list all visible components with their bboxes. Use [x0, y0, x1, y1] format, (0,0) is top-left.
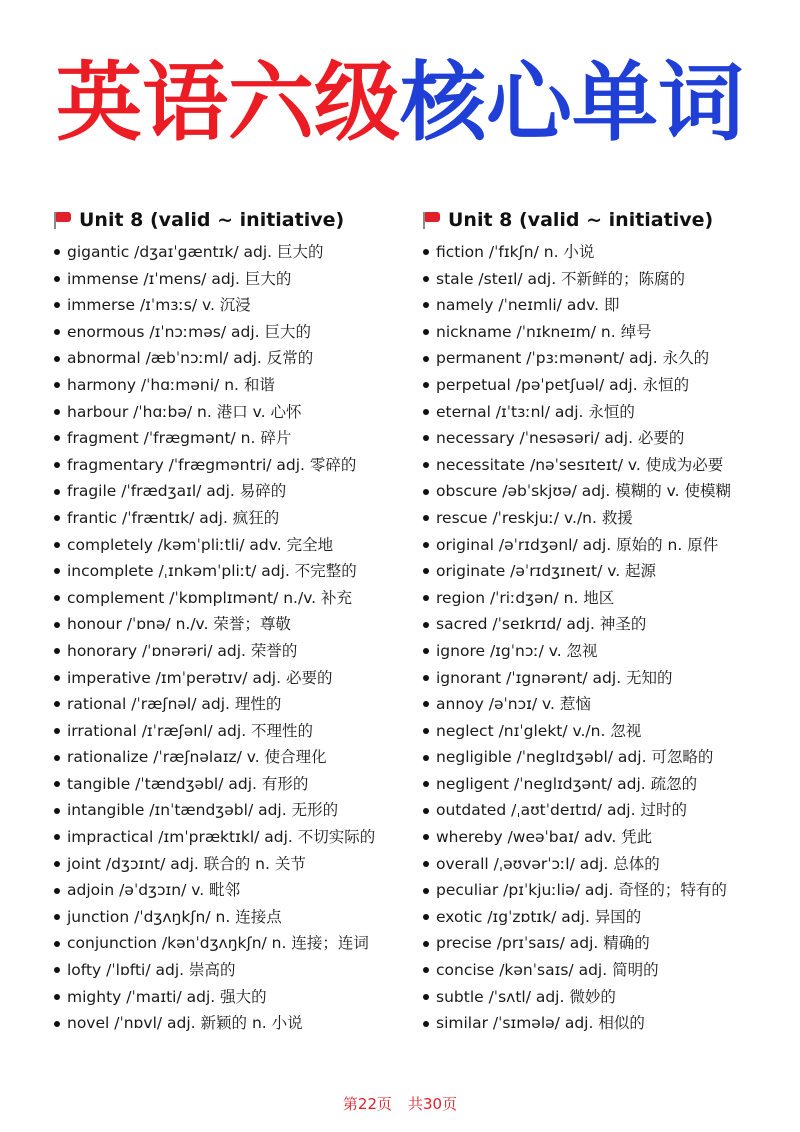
word-entry: ignore /ɪgˈnɔː/ v. 忽视: [436, 641, 598, 660]
bullet-icon: [54, 808, 60, 814]
list-item: [421, 877, 791, 904]
word-entry: novel /ˈnɒvl/ adj. 新颖的 n. 小说: [67, 1014, 303, 1033]
list-item: [52, 744, 422, 771]
bullet-icon: [54, 462, 60, 468]
word-entry: region /ˈriːdʒən/ n. 地区: [436, 588, 615, 607]
word-list-left: [52, 239, 422, 1037]
word-entry: junction /ˈdʒʌŋkʃn/ n. 连接点: [67, 907, 282, 926]
bullet-icon: [54, 329, 60, 335]
list-item: [421, 665, 791, 692]
list-item: [421, 425, 791, 452]
list-item: [52, 851, 422, 878]
bullet-icon: [423, 834, 429, 840]
list-item: [52, 824, 422, 851]
word-entry: intangible /ɪnˈtændʒəbl/ adj. 无形的: [67, 801, 339, 820]
bullet-icon: [423, 622, 429, 628]
bullet-icon: [423, 249, 429, 255]
bullet-icon: [54, 302, 60, 308]
bullet-icon: [423, 409, 429, 415]
word-entry: incomplete /ˌɪnkəmˈpliːt/ adj. 不完整的: [67, 562, 357, 581]
bullet-icon: [54, 489, 60, 495]
word-entry: stale /steɪl/ adj. 不新鲜的；陈腐的: [436, 269, 686, 288]
word-entry: original /əˈrɪdʒənl/ adj. 原始的 n. 原件: [436, 535, 719, 554]
word-entry: necessitate /nəˈsesɪteɪt/ v. 使成为必要: [436, 455, 724, 474]
bullet-icon: [423, 967, 429, 973]
list-item: [421, 691, 791, 718]
list-item: [421, 372, 791, 399]
word-entry: namely /ˈneɪmli/ adv. 即: [436, 296, 620, 315]
bullet-icon: [423, 781, 429, 787]
list-item: [52, 585, 422, 612]
bullet-icon: [54, 595, 60, 601]
word-entry: overall /ˌəʊvərˈɔːl/ adj. 总体的: [436, 854, 660, 873]
list-item: [421, 904, 791, 931]
list-item: [52, 319, 422, 346]
bullet-icon: [423, 462, 429, 468]
list-item: [52, 771, 422, 798]
word-entry: lofty /ˈlɒfti/ adj. 崇高的: [67, 961, 236, 980]
word-entry: sacred /ˈseɪkrɪd/ adj. 神圣的: [436, 615, 647, 634]
list-item: [421, 478, 791, 505]
list-item: [52, 984, 422, 1011]
list-item: [52, 425, 422, 452]
word-entry: conjunction /kənˈdʒʌŋkʃn/ n. 连接；连词: [67, 934, 369, 953]
list-item: [52, 797, 422, 824]
word-entry: originate /əˈrɪdʒɪneɪt/ v. 起源: [436, 562, 657, 581]
word-entry: immense /ɪˈmens/ adj. 巨大的: [67, 269, 292, 288]
bullet-icon: [423, 568, 429, 574]
list-item: [421, 638, 791, 665]
bullet-icon: [423, 329, 429, 335]
list-item: [421, 452, 791, 479]
bullet-icon: [54, 382, 60, 388]
word-entry: necessary /ˈnesəsəri/ adj. 必要的: [436, 429, 685, 448]
bullet-icon: [54, 941, 60, 947]
bullet-icon: [423, 701, 429, 707]
word-entry: fragile /ˈfrædʒaɪl/ adj. 易碎的: [67, 482, 287, 501]
bullet-icon: [54, 648, 60, 654]
word-entry: rescue /ˈreskjuː/ v./n. 救援: [436, 508, 633, 527]
list-item: [52, 691, 422, 718]
bullet-icon: [423, 675, 429, 681]
list-item: [52, 930, 422, 957]
word-entry: gigantic /dʒaɪˈgæntɪk/ adj. 巨大的: [67, 243, 324, 261]
list-item: [52, 558, 422, 585]
list-item: [52, 266, 422, 293]
list-item: [52, 532, 422, 559]
list-item: [52, 638, 422, 665]
bullet-icon: [423, 595, 429, 601]
list-item: [52, 1010, 422, 1037]
word-entry: enormous /ɪˈnɔːməs/ adj. 巨大的: [67, 322, 312, 341]
list-item: [421, 771, 791, 798]
word-entry: rational /ˈræʃnəl/ adj. 理性的: [67, 695, 282, 714]
bullet-icon: [54, 356, 60, 362]
word-entry: nickname /ˈnɪkneɪm/ n. 绰号: [436, 322, 652, 341]
bullet-icon: [54, 994, 60, 1000]
bullet-icon: [54, 861, 60, 867]
list-item: [421, 824, 791, 851]
bullet-icon: [423, 728, 429, 734]
list-item: [421, 292, 791, 319]
list-item: [421, 797, 791, 824]
unit-heading-text: Unit 8 (valid ~ initiative): [79, 209, 345, 231]
red-flag-icon: [421, 211, 441, 229]
list-item: [52, 877, 422, 904]
page-number: 第22页: [342, 1095, 392, 1113]
unit-heading-right: [421, 205, 791, 235]
bullet-icon: [54, 515, 60, 521]
word-entry: ignorant /ˈɪgnərənt/ adj. 无知的: [436, 668, 673, 687]
word-entry: complement /ˈkɒmplɪmənt/ n./v. 补充: [67, 588, 353, 607]
bullet-icon: [423, 994, 429, 1000]
list-item: [421, 718, 791, 745]
word-entry: permanent /ˈpɜːmənənt/ adj. 永久的: [436, 349, 710, 368]
bullet-icon: [423, 808, 429, 814]
list-item: [421, 611, 791, 638]
bullet-icon: [423, 861, 429, 867]
bullet-icon: [54, 542, 60, 548]
list-item: [52, 478, 422, 505]
word-entry: subtle /ˈsʌtl/ adj. 微妙的: [436, 987, 616, 1006]
list-item: [421, 957, 791, 984]
word-entry: completely /kəmˈpliːtli/ adv. 完全地: [67, 535, 334, 554]
bullet-icon: [54, 622, 60, 628]
list-item: [52, 399, 422, 426]
word-entry: irrational /ɪˈræʃənl/ adj. 不理性的: [67, 721, 314, 740]
bullet-icon: [423, 941, 429, 947]
list-item: [52, 505, 422, 532]
bullet-icon: [423, 276, 429, 282]
word-entry: adjoin /əˈdʒɔɪn/ v. 毗邻: [67, 881, 241, 900]
word-entry: exotic /ɪgˈzɒtɪk/ adj. 异国的: [436, 907, 642, 926]
bullet-icon: [423, 356, 429, 362]
list-item: [52, 372, 422, 399]
word-entry: tangible /ˈtændʒəbl/ adj. 有形的: [67, 774, 309, 793]
list-item: [421, 585, 791, 612]
list-item: [421, 984, 791, 1011]
bullet-icon: [54, 888, 60, 894]
bullet-icon: [54, 675, 60, 681]
bullet-icon: [54, 701, 60, 707]
left-column: [52, 205, 422, 1037]
bullet-icon: [54, 1021, 60, 1027]
word-entry: peculiar /pɪˈkjuːliə/ adj. 奇怪的；特有的: [436, 881, 727, 900]
word-entry: neglect /nɪˈglekt/ v./n. 忽视: [436, 721, 642, 740]
bullet-icon: [54, 967, 60, 973]
word-entry: precise /prɪˈsaɪs/ adj. 精确的: [436, 934, 650, 953]
list-item: [421, 930, 791, 957]
list-item: [421, 399, 791, 426]
word-entry: honorary /ˈɒnərəri/ adj. 荣誉的: [67, 641, 298, 660]
bullet-icon: [423, 888, 429, 894]
word-entry: outdated /ˌaʊtˈdeɪtɪd/ adj. 过时的: [436, 801, 687, 820]
list-item: [421, 1010, 791, 1037]
bullet-icon: [423, 755, 429, 761]
bullet-icon: [423, 1021, 429, 1027]
bullet-icon: [54, 409, 60, 415]
bullet-icon: [54, 728, 60, 734]
page-title: [0, 48, 800, 158]
bullet-icon: [54, 435, 60, 441]
bullet-icon: [423, 542, 429, 548]
list-item: [52, 611, 422, 638]
word-entry: negligent /ˈneglɪdʒənt/ adj. 疏忽的: [436, 774, 698, 793]
word-entry: frantic /ˈfræntɪk/ adj. 疯狂的: [67, 508, 280, 527]
bullet-icon: [54, 755, 60, 761]
bullet-icon: [54, 914, 60, 920]
bullet-icon: [54, 781, 60, 787]
list-item: [52, 345, 422, 372]
title-part-red: 英语六级: [56, 53, 400, 153]
list-item: [421, 744, 791, 771]
red-flag-icon: [52, 211, 72, 229]
word-entry: fragmentary /ˈfrægməntri/ adj. 零碎的: [67, 455, 357, 474]
list-item: [421, 266, 791, 293]
list-item: [421, 345, 791, 372]
bullet-icon: [54, 249, 60, 255]
page-total: 共30页: [408, 1095, 458, 1113]
list-item: [52, 665, 422, 692]
word-entry: impractical /ɪmˈpræktɪkl/ adj. 不切实际的: [67, 828, 376, 847]
word-entry: similar /ˈsɪmələ/ adj. 相似的: [436, 1014, 645, 1033]
bullet-icon: [423, 489, 429, 495]
word-entry: annoy /əˈnɔɪ/ v. 惹恼: [436, 695, 591, 714]
title-part-blue: 核心单词: [400, 53, 744, 153]
bullet-icon: [423, 382, 429, 388]
bullet-icon: [423, 302, 429, 308]
word-entry: negligible /ˈneglɪdʒəbl/ adj. 可忽略的: [436, 748, 714, 767]
word-entry: harbour /ˈhɑːbə/ n. 港口 v. 心怀: [67, 402, 302, 421]
list-item: [421, 851, 791, 878]
word-entry: fragment /ˈfrægmənt/ n. 碎片: [67, 429, 292, 448]
unit-heading-left: [52, 205, 422, 235]
right-column: [421, 205, 791, 1037]
word-entry: eternal /ɪˈtɜːnl/ adj. 永恒的: [436, 402, 635, 421]
word-entry: fiction /ˈfɪkʃn/ n. 小说: [436, 243, 595, 261]
list-item: [52, 957, 422, 984]
bullet-icon: [423, 515, 429, 521]
bullet-icon: [423, 435, 429, 441]
list-item: [52, 718, 422, 745]
bullet-icon: [423, 914, 429, 920]
bullet-icon: [54, 276, 60, 282]
word-entry: honour /ˈɒnə/ n./v. 荣誉；尊敬: [67, 615, 291, 634]
word-entry: imperative /ɪmˈperətɪv/ adj. 必要的: [67, 668, 333, 687]
list-item: [421, 319, 791, 346]
word-entry: abnormal /æbˈnɔːml/ adj. 反常的: [67, 349, 314, 368]
list-item: [421, 532, 791, 559]
list-item: [421, 558, 791, 585]
word-list-right: [421, 239, 791, 1037]
word-entry: harmony /ˈhɑːməni/ n. 和谐: [67, 375, 275, 394]
word-entry: concise /kənˈsaɪs/ adj. 简明的: [436, 961, 659, 980]
bullet-icon: [54, 568, 60, 574]
list-item: [421, 505, 791, 532]
list-item: [421, 239, 791, 266]
word-entry: obscure /əbˈskjʊə/ adj. 模糊的 v. 使模糊: [436, 482, 731, 501]
list-item: [52, 452, 422, 479]
bullet-icon: [54, 834, 60, 840]
unit-heading-text: Unit 8 (valid ~ initiative): [448, 209, 714, 231]
word-entry: joint /dʒɔɪnt/ adj. 联合的 n. 关节: [67, 854, 306, 873]
bullet-icon: [423, 648, 429, 654]
list-item: [52, 292, 422, 319]
page-footer: [0, 1093, 800, 1114]
list-item: [52, 904, 422, 931]
word-entry: mighty /ˈmaɪti/ adj. 强大的: [67, 987, 267, 1006]
word-entry: immerse /ɪˈmɜːs/ v. 沉浸: [67, 296, 251, 315]
word-entry: whereby /weəˈbaɪ/ adv. 凭此: [436, 828, 653, 847]
word-entry: perpetual /pəˈpetʃuəl/ adj. 永恒的: [436, 375, 690, 394]
word-entry: rationalize /ˈræʃnəlaɪz/ v. 使合理化: [67, 748, 327, 767]
list-item: [52, 239, 422, 266]
